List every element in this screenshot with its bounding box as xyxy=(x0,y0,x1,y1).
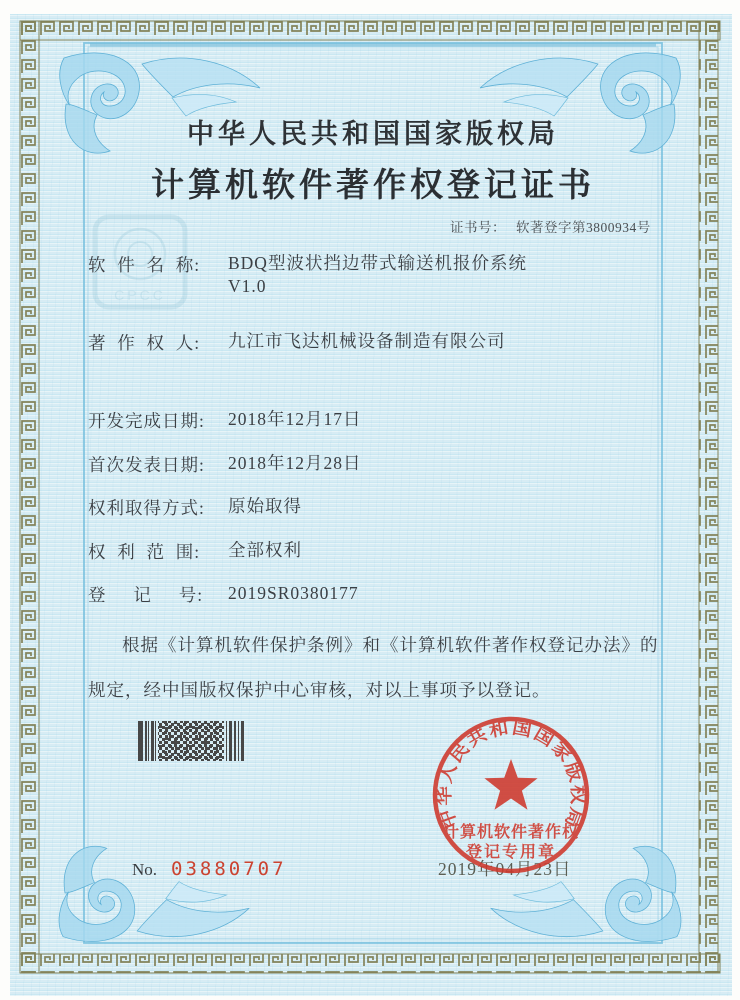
field-row-rights-acquisition xyxy=(88,495,302,520)
certificate-number-line xyxy=(450,216,651,236)
serial-prefix: No. xyxy=(132,860,158,879)
field-row-first-publish-date xyxy=(88,452,362,477)
field-label: 权利取得方式: xyxy=(88,498,205,518)
field-row-registration-number xyxy=(88,582,359,607)
field-value: 2018年12月28日 xyxy=(228,453,362,473)
seal-inner-line1: 计算机软件著作权 xyxy=(442,824,580,841)
statement-line2: 规定，经中国版权保护中心审核，对以上事项予以登记。 xyxy=(88,680,551,700)
field-value: 2019SR0380177 xyxy=(228,583,359,603)
field-row-copyright-owner xyxy=(88,330,506,355)
seal-inner-line2: 登记专用章 xyxy=(465,844,557,861)
seal-ring-text: 中华人民共和国国家版权局 xyxy=(434,718,588,832)
watermark-text: CPCC xyxy=(114,287,166,303)
cert-no-value: 软著登字第3800934号 xyxy=(516,220,651,235)
barcode-bars xyxy=(138,721,244,761)
field-value: 九江市飞达机械设备制造有限公司 xyxy=(228,331,506,351)
field-label: 著 作 权 人: xyxy=(88,333,201,353)
star-icon xyxy=(484,759,537,810)
field-row-dev-complete-date xyxy=(88,408,362,433)
authority-title: 中华人民共和国国家版权局 xyxy=(187,119,559,149)
field-value: BDQ型波状挡边带式输送机报价系统 xyxy=(228,253,527,273)
serial-number: 03880707 xyxy=(171,858,287,880)
official-seal xyxy=(423,707,599,883)
registration-date: 2019年04月23日 xyxy=(438,859,572,879)
field-label: 软 件 名 称: xyxy=(88,255,201,275)
field-label: 登 记 号: xyxy=(88,585,204,605)
field-value: 全部权利 xyxy=(228,540,302,560)
barcode xyxy=(138,720,244,762)
field-value-line2: V1.0 xyxy=(228,276,267,296)
field-label: 首次发表日期: xyxy=(88,455,205,475)
field-value: 2018年12月17日 xyxy=(228,409,362,429)
field-row-software-name xyxy=(88,252,527,298)
cert-no-label: 证书号： xyxy=(450,220,506,235)
field-value: 原始取得 xyxy=(228,496,302,516)
statement-line1: 根据《计算机软件保护条例》和《计算机软件著作权登记办法》的 xyxy=(122,635,659,655)
field-row-rights-scope xyxy=(88,539,302,564)
field-label: 权 利 范 围: xyxy=(88,542,201,562)
certificate-title: 计算机软件著作权登记证书 xyxy=(151,168,595,204)
serial-number-line xyxy=(132,858,287,880)
field-label: 开发完成日期: xyxy=(88,411,205,431)
